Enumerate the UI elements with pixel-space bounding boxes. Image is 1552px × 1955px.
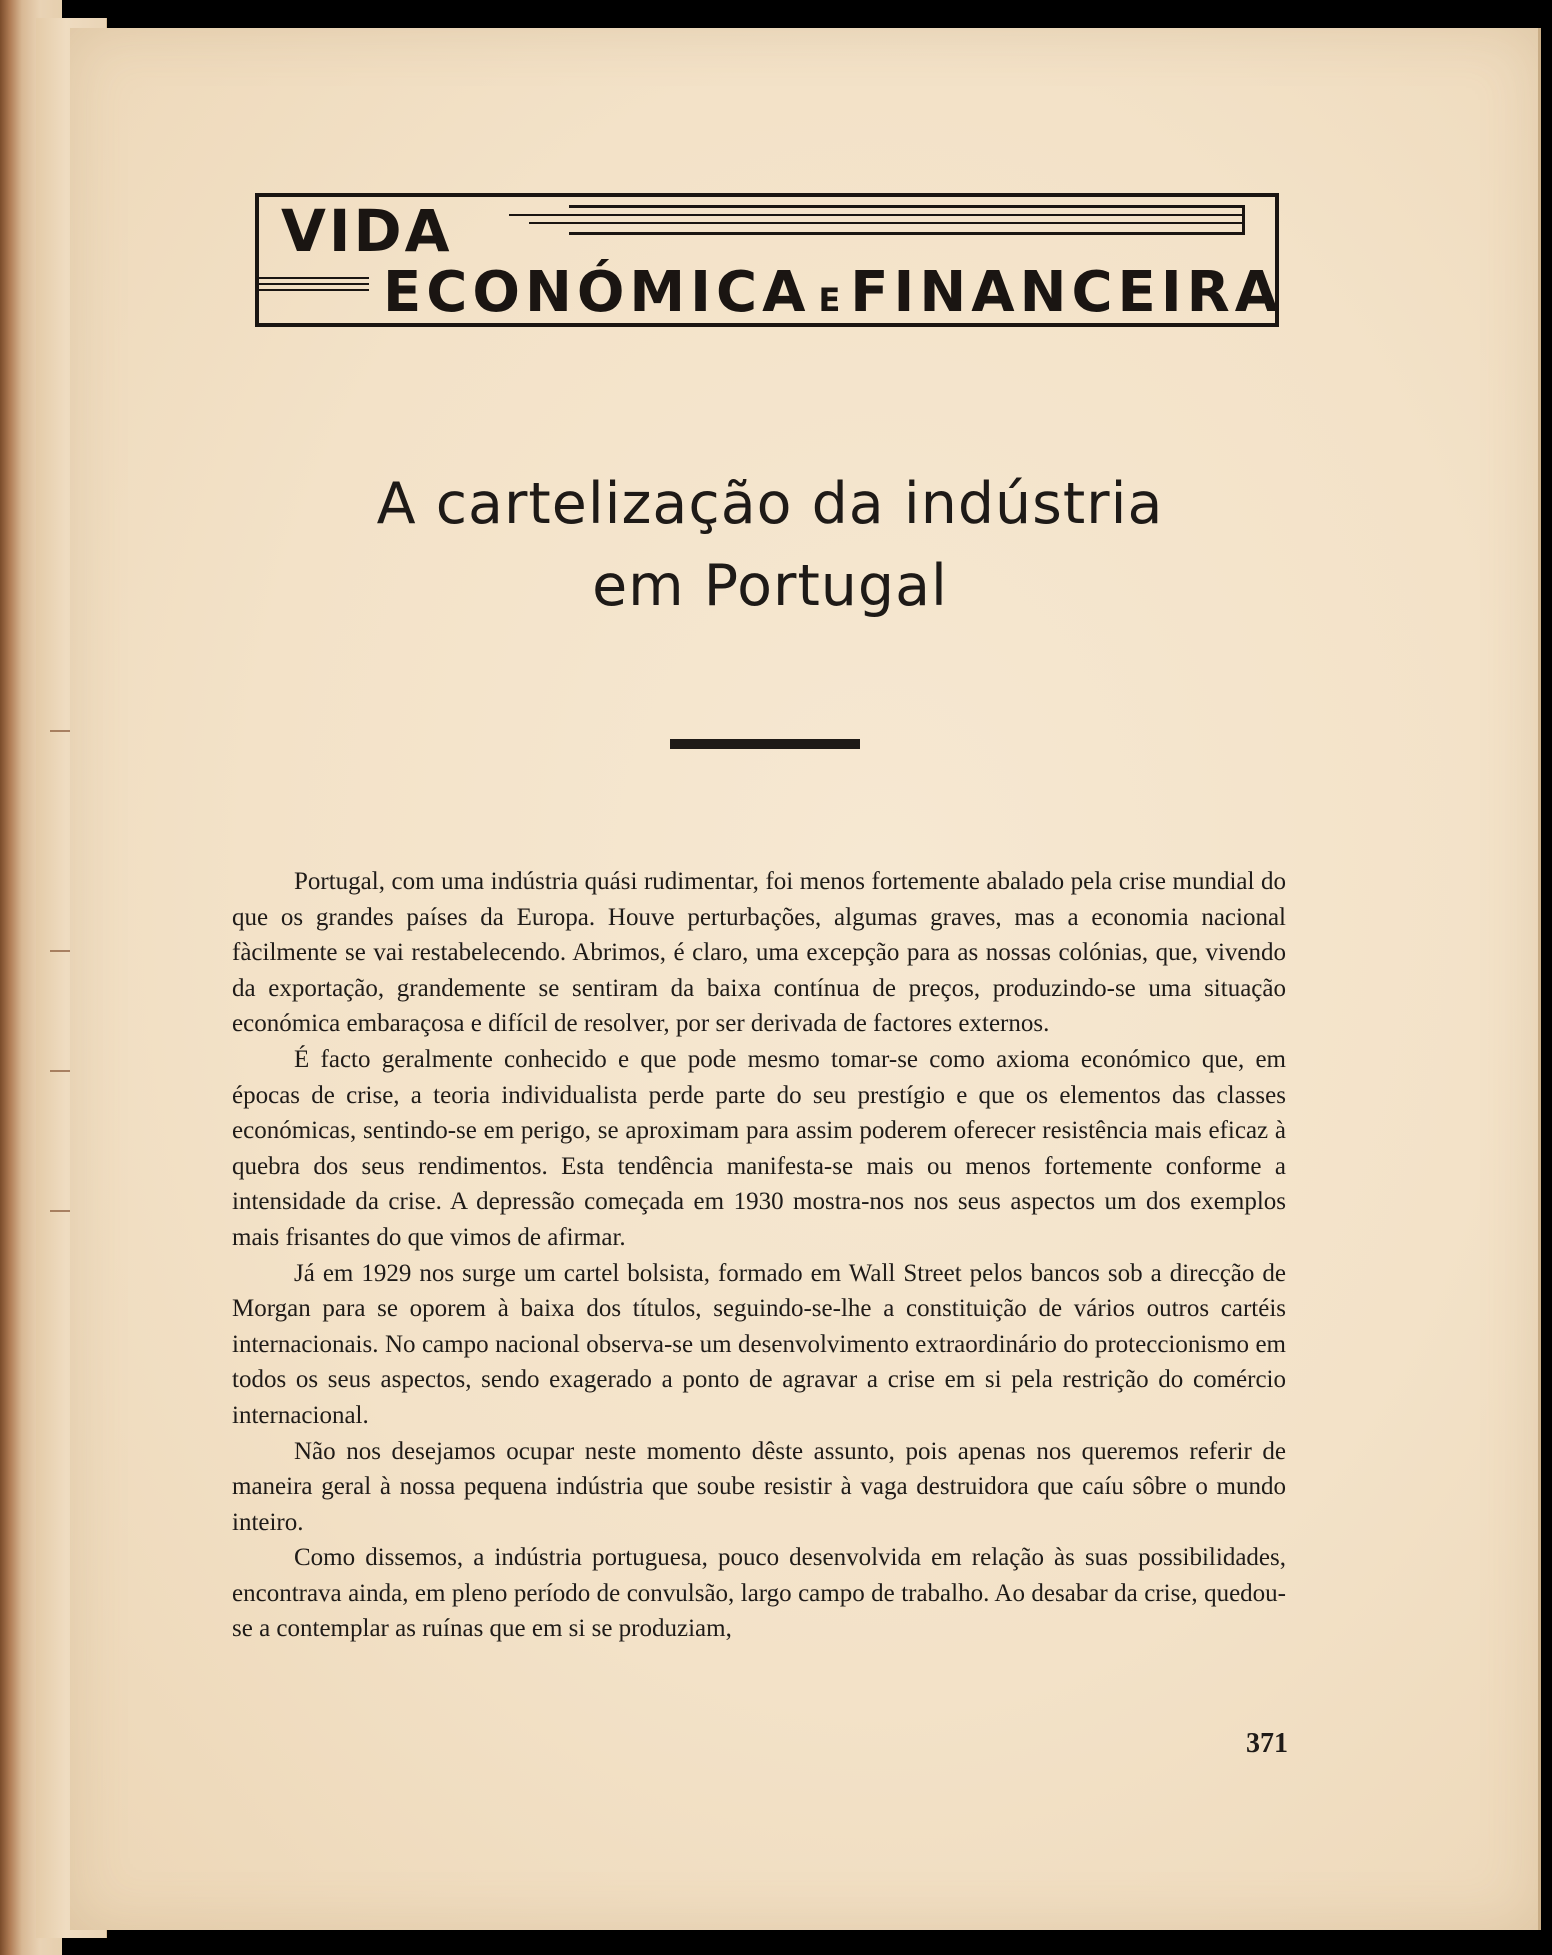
banner-decorative-lines [569,205,1245,235]
paragraph: É facto geralmente conhecido e que pode mesmo tomar-se como axioma económico que, em épocas de crise, a teoria individualista perde parte do seu prestígio e que os elementos das classes económicas, sentindo-se em perigo, se aproximam para assim poderem oferecer resistência mais eficaz à quebra dos seus rendimentos. Esta tendência manifesta-se mais ou menos fortemente conforme a intensidade da crise. A depressão começada em 1930 mostra-nos nos seus aspectos um dos exemplos mais frisantes do que vimos de afirmar. [232,1045,1286,1251]
article-title [300,463,1240,627]
paragraph: Como dissemos, a indústria portuguesa, pouco desenvolvida em relação às suas possibilidades, encontrava ainda, em pleno período de convulsão, largo campo de trabalho. Ao desabar da crise, quedou-se a contemplar as ruínas que em si se produziam, [232,1544,1286,1643]
paragraph: Portugal, com uma indústria quási rudimentar, foi menos fortemente abalado pela crise mundial do que os grandes países da Europa. Houve perturbações, algumas graves, mas a economia nacional fàcilmente se vai restabelecendo. Abrimos, é claro, uma excepção para as nossas colónias, que, vivendo da exportação, grandemente se sentiram da baixa contínua de preços, produzindo-se uma situação económica embaraçosa e difícil de resolver, por ser derivada de factores externos. [232,868,1286,1038]
section-title-line2 [383,260,1284,330]
section-word-e: E [818,281,843,319]
paragraph: Já em 1929 nos surge um cartel bolsista, formado em Wall Street pelos bancos sob a direcção de Morgan para se oporem à baixa dos títulos, seguindo-se-lhe a constituição de vários outros cartéis internacionais. No campo nacional observa-se um desenvolvimento extraordinário do proteccionismo em todos os seus aspectos, sendo exagerado a ponto de agravar a crise em si pela restrição do comércio internacional. [232,1259,1286,1429]
title-divider [670,739,860,749]
article-title-line2: em Portugal [592,553,948,619]
paragraph: Não nos desejamos ocupar neste momento dêste assunto, pois apenas nos queremos referir de maneira geral à nossa pequena indústria que soube resistir à vaga destruidora que caíu sôbre o mundo inteiro. [232,1437,1286,1536]
banner-decorative-lines-left [259,277,369,299]
section-word-financeira: FINANCEIRA [850,260,1284,325]
section-word-economica: ECONÓMICA [383,260,811,325]
section-title-line1: VIDA [281,197,453,265]
article-body [232,864,1286,1647]
article-title-line1: A cartelização da indústria [376,471,1164,537]
section-banner [255,193,1284,327]
page-number: 371 [1246,1728,1288,1759]
